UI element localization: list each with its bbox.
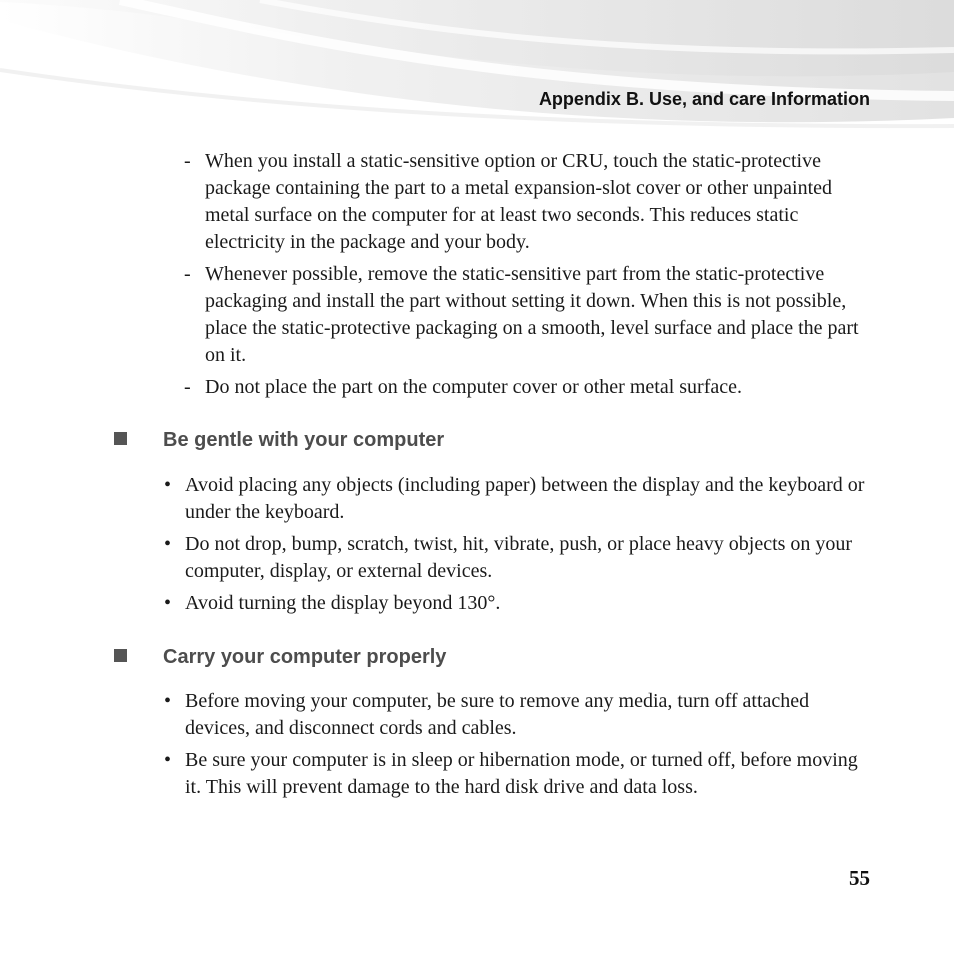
dash-marker: - [184, 376, 191, 398]
list-item-text: Whenever possible, remove the static-sensitive part from the static-protective packaging and install the part without setting it down. When this is not possible, place the static-protective packaging on a smooth, level surface and place the part on it. [205, 263, 859, 366]
list-item [184, 374, 874, 401]
list-item [164, 531, 874, 585]
list-item-text: Do not place the part on the computer cover or other metal surface. [205, 376, 743, 398]
list-item-text: Do not drop, bump, scratch, twist, hit, vibrate, push, or place heavy objects on your computer, display, or external devices. [185, 533, 853, 582]
header-swoosh-decoration [0, 0, 954, 140]
list-item-text: When you install a static-sensitive option or CRU, touch the static-protective package containing the part to a metal expansion-slot cover or other unpainted metal surface on the computer for at least two seconds. This reduces static electricity in the package and your body. [205, 150, 833, 253]
section-heading-carry-properly [114, 645, 446, 669]
list-item-text: Avoid placing any objects (including paper) between the display and the keyboard or under the keyboard. [185, 474, 865, 523]
bullet-marker: • [164, 749, 172, 771]
list-item [164, 747, 874, 801]
page-number: 55 [849, 866, 870, 890]
be-gentle-list [164, 472, 874, 622]
dash-marker: - [184, 263, 191, 285]
bullet-marker: • [164, 533, 172, 555]
square-bullet-icon [114, 432, 127, 445]
list-item-text: Before moving your computer, be sure to remove any media, turn off attached devices, and disconnect cords and cables. [185, 690, 810, 739]
list-item [164, 472, 874, 526]
list-item [164, 590, 874, 617]
list-item-text: Be sure your computer is in sleep or hibernation mode, or turned off, before moving it. This will prevent damage to the hard disk drive and data loss. [185, 749, 858, 798]
bullet-marker: • [164, 474, 172, 496]
section-heading-text: Be gentle with your computer [163, 429, 445, 451]
carry-properly-list [164, 688, 874, 806]
section-heading-text: Carry your computer properly [163, 646, 447, 668]
dash-marker: - [184, 150, 191, 172]
static-precautions-list [184, 148, 874, 406]
running-header-title: Appendix B. Use, and care Information [538, 89, 870, 109]
bullet-marker: • [164, 592, 172, 614]
bullet-marker: • [164, 690, 172, 712]
list-item [184, 261, 874, 369]
list-item [164, 688, 874, 742]
list-item-text: Avoid turning the display beyond 130°. [185, 592, 501, 614]
square-bullet-icon [114, 649, 127, 662]
section-heading-be-gentle [114, 428, 444, 452]
list-item [184, 148, 874, 256]
